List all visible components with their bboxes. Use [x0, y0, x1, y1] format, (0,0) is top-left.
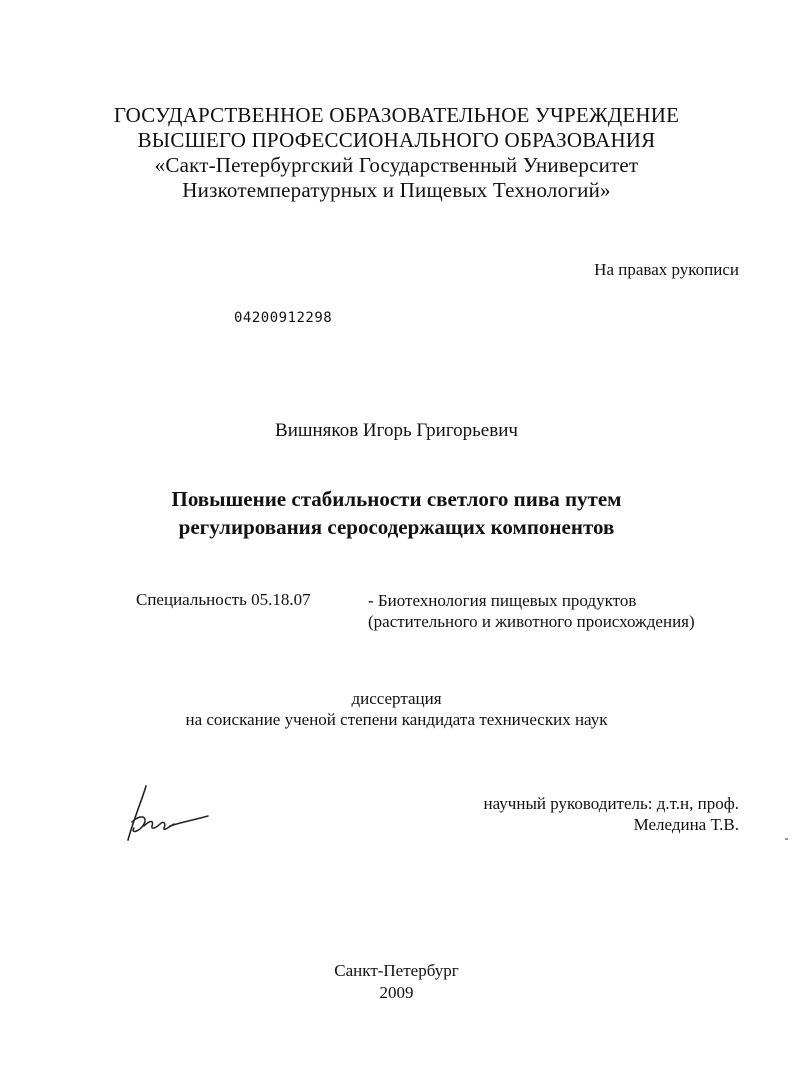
specialty-value	[368, 590, 695, 632]
footer-year: 2009	[379, 983, 414, 1002]
specialty-value-line-1: - Биотехнология пищевых продуктов	[368, 591, 637, 610]
handwritten-signature-icon	[118, 780, 218, 850]
title-line-1: Повышение стабильности светлого пива путем	[171, 487, 622, 511]
institution-line-1: ГОСУДАРСТВЕННОЕ ОБРАЗОВАТЕЛЬНОЕ УЧРЕЖДЕНИЕ	[113, 103, 680, 127]
specialty-value-line-2: (растительного и животного происхождения)	[368, 612, 695, 631]
supervisor-line-1: научный руководитель: д.т.н, проф.	[483, 794, 739, 813]
dissertation-line-1: диссертация	[351, 689, 442, 708]
university-line-2: Низкотемпературных и Пищевых Технологий»	[182, 178, 611, 202]
manuscript-note: На правах рукописи	[594, 260, 739, 279]
registration-code: 04200912298	[234, 310, 333, 326]
footer-block	[0, 960, 793, 1004]
scan-speck	[785, 838, 788, 840]
dissertation-title	[0, 485, 793, 541]
supervisor-line-2: Меледина Т.В.	[633, 815, 739, 834]
footer-city: Санкт-Петербург	[334, 961, 459, 980]
title-line-2: регулирования серосодержащих компонентов	[178, 515, 615, 539]
signature-image	[118, 780, 218, 855]
author-name: Вишняков Игорь Григорьевич	[275, 420, 518, 441]
dissertation-line-2: на соискание ученой степени кандидата технических наук	[185, 710, 608, 729]
university-line-1: «Сакт-Петербургский Государственный Университет	[154, 153, 639, 177]
dissertation-type	[0, 688, 793, 730]
specialty-label: Специальность 05.18.07	[136, 590, 311, 609]
institution-line-2: ВЫСШЕГО ПРОФЕССИОНАЛЬНОГО ОБРАЗОВАНИЯ	[137, 128, 656, 152]
supervisor-block	[484, 793, 739, 835]
